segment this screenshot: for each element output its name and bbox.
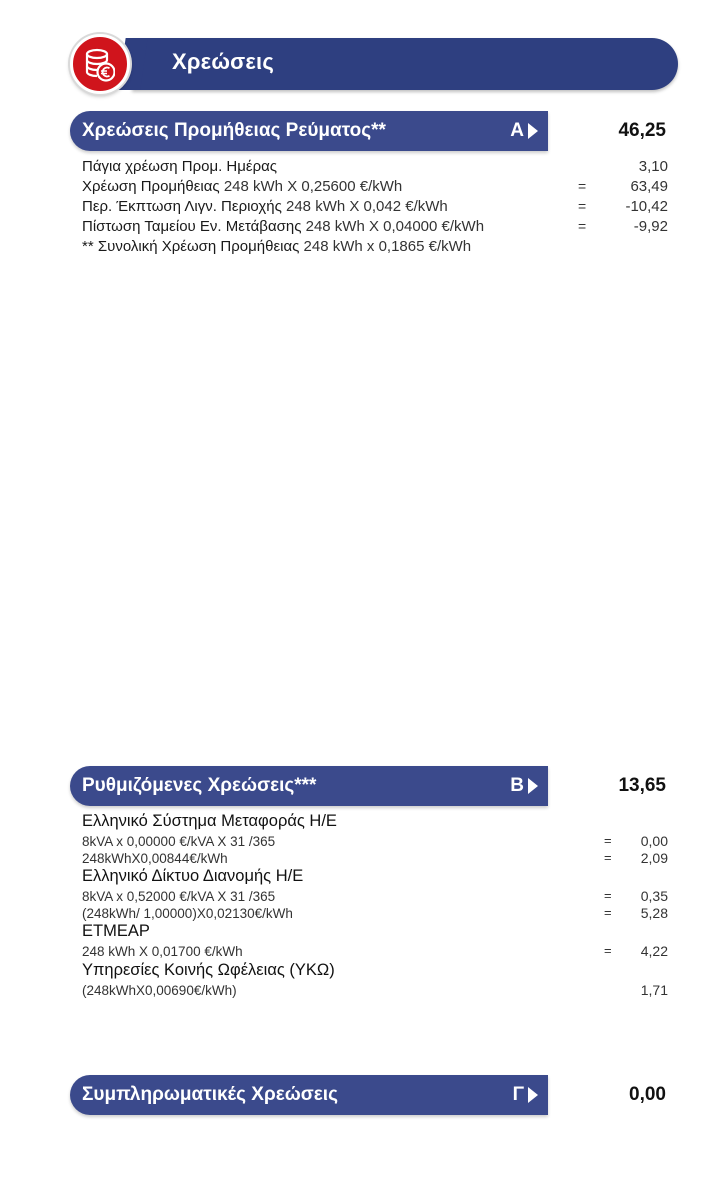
item-equals: = — [578, 198, 587, 214]
item-equals: = — [604, 905, 612, 920]
section-header-b[interactable] — [70, 766, 548, 806]
group-heading — [82, 961, 668, 980]
group-heading — [82, 922, 668, 941]
item-amount: 3,10 — [638, 158, 668, 175]
item-equals: = — [604, 833, 612, 848]
item-equals: = — [604, 888, 612, 903]
item-amount: -9,92 — [633, 218, 668, 235]
group-title: Υπηρεσίες Κοινής Ωφέλειας (ΥΚΩ) — [82, 961, 335, 979]
line-item — [82, 178, 668, 196]
section-title: Συμπληρωματικές Χρεώσεις — [82, 1084, 338, 1105]
arrow-right-icon — [528, 123, 538, 139]
item-amount: 2,09 — [640, 850, 668, 866]
arrow-right-icon — [528, 778, 538, 794]
line-item — [82, 833, 668, 851]
item-label: Χρέωση Προμήθειας — [82, 178, 224, 195]
section-total-a: 46,25 — [618, 120, 666, 141]
section-total-b: 13,65 — [618, 775, 666, 796]
item-label: ** Συνολική Χρέωση Προμήθειας — [82, 238, 304, 255]
item-detail: 248 kWh X 0,042 €/kWh — [286, 198, 448, 215]
item-detail: 248 kWh X 0,01700 €/kWh — [82, 944, 243, 959]
item-detail: 8kVA x 0,52000 €/kVA X 31 /365 — [82, 889, 276, 904]
item-equals: = — [604, 943, 612, 958]
item-amount: 0,00 — [640, 833, 668, 849]
coins-euro-icon — [70, 34, 130, 94]
item-amount: 1,71 — [640, 982, 668, 998]
line-item — [82, 943, 668, 961]
item-amount: 4,22 — [640, 943, 668, 959]
item-detail: 248 kWh X 0,25600 €/kWh — [223, 178, 403, 195]
line-item — [82, 218, 668, 236]
item-label: Πίστωση Ταμείου Εν. Μετάβασης — [82, 218, 306, 235]
group-heading — [82, 812, 668, 831]
item-label: Περ. Έκπτωση Λιγν. Περιοχής — [82, 198, 286, 215]
group-title: Ελληνικό Δίκτυο Διανομής Η/Ε — [82, 867, 304, 885]
section-letter: Α — [510, 120, 524, 141]
item-label: Πάγια χρέωση Προμ. Ημέρας — [82, 158, 278, 175]
line-item — [82, 905, 668, 923]
header-banner — [70, 34, 678, 92]
section-header-c[interactable] — [70, 1075, 548, 1115]
section-total-c: 0,00 — [629, 1084, 666, 1105]
line-item — [82, 158, 668, 176]
item-equals: = — [578, 218, 587, 234]
item-detail: (248kWhX0,00690€/kWh) — [82, 983, 237, 998]
item-amount: 0,35 — [640, 888, 668, 904]
item-amount: -10,42 — [625, 198, 668, 215]
group-title: Ελληνικό Σύστημα Μεταφοράς Η/Ε — [82, 812, 337, 830]
line-item — [82, 850, 668, 868]
line-item — [82, 238, 668, 256]
section-title: Χρεώσεις Προμήθειας Ρεύματος** — [82, 120, 386, 141]
section-letter: Β — [510, 775, 524, 796]
item-detail: (248kWh/ 1,00000)X0,02130€/kWh — [82, 906, 293, 921]
item-amount: 5,28 — [640, 905, 668, 921]
arrow-right-icon — [528, 1087, 538, 1103]
section-title: Ρυθμιζόμενες Χρεώσεις*** — [82, 775, 317, 796]
page-title: Χρεώσεις — [172, 49, 274, 74]
item-equals: = — [578, 178, 587, 194]
item-detail: 248kWhX0,00844€/kWh — [82, 851, 228, 866]
line-item — [82, 198, 668, 216]
item-detail: 248 kWh X 0,04000 €/kWh — [305, 218, 485, 235]
section-letter: Γ — [512, 1084, 524, 1105]
group-heading — [82, 867, 668, 886]
group-title: ΕΤΜΕΑΡ — [82, 922, 150, 940]
line-item — [82, 888, 668, 906]
line-item — [82, 982, 668, 1000]
item-amount: 63,49 — [630, 178, 668, 195]
section-header-a[interactable] — [70, 111, 548, 151]
item-equals: = — [604, 850, 612, 865]
item-detail: 8kVA x 0,00000 €/kVA X 31 /365 — [82, 834, 276, 849]
item-detail: 248 kWh x 0,1865 €/kWh — [303, 238, 472, 255]
